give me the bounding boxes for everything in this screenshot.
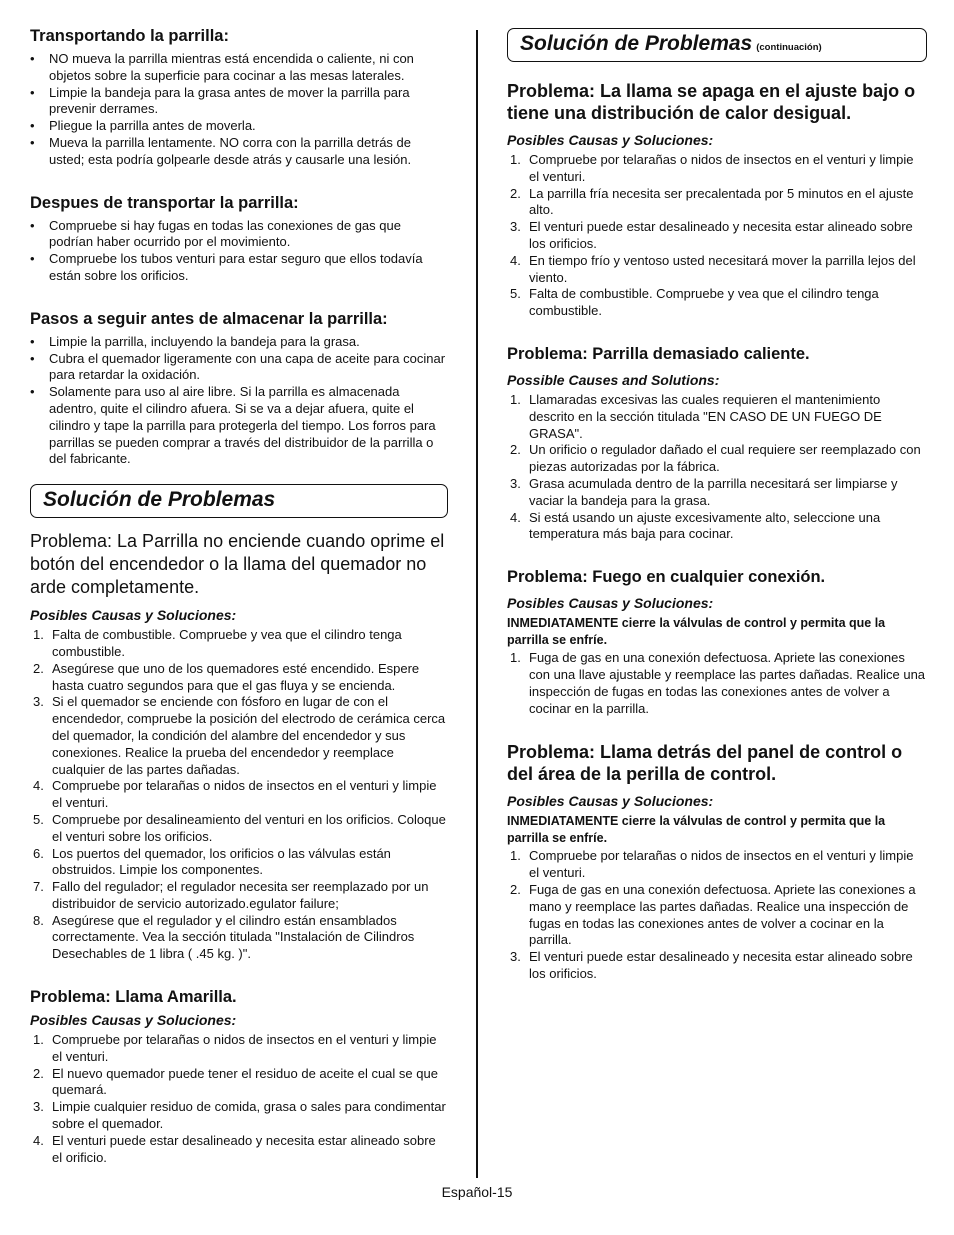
list-item (30, 879, 448, 913)
troubleshooting-title: Solución de Problemas (43, 488, 276, 512)
item-number: 1. (510, 848, 521, 864)
list-item (507, 152, 927, 186)
problem-yellow-flame-list (30, 1032, 448, 1166)
troubleshooting-continued-box (507, 28, 927, 62)
item-text: Asegúrese que uno de los quemadores esté encendido. Espere hasta cuatro segundos para que el gas fluya y se encienda. (52, 660, 420, 693)
item-text: Grasa acumulada dentro de la parrilla necesitará ser limpiarse y vaciar la bandeja para la grasa. (529, 475, 898, 508)
problem-connection-fire-note: INMEDIATAMENTE cierre la válvulas de control y permita que la parrilla se enfríe. (507, 616, 886, 648)
list-item (507, 286, 927, 320)
problem-connection-fire-title: Problema: Fuego en cualquier conexión. (507, 568, 826, 587)
item-number: 3. (510, 219, 521, 235)
list-item: • Cubra el quemador ligeramente con una capa de aceite para cocinar para retardar la oxidación. (30, 351, 448, 385)
list-item (507, 510, 927, 544)
problem-connection-fire-causes-label: Posibles Causas y Soluciones: (507, 595, 714, 612)
list-item (507, 219, 927, 253)
troubleshooting-continued-title: Solución de Problemas (520, 32, 753, 55)
list-item (30, 778, 448, 812)
item-number: 2. (510, 881, 521, 897)
list-item: • Compruebe si hay fugas en todas las conexiones de gas que podrían haber ocurrido por el movimiento. (30, 218, 448, 252)
item-text: Compruebe por telarañas o nidos de insectos en el venturi y limpie el venturi. (529, 848, 914, 881)
item-number: 1. (33, 627, 44, 643)
item-text: Los puertos del quemador, los orificios o las válvulas están obstruidos. Limpie los componentes. (52, 845, 391, 878)
list-item (507, 650, 927, 717)
column-divider (476, 30, 478, 1178)
problem-panel-fire-causes-label: Posibles Causas y Soluciones: (507, 793, 714, 810)
item-text: Fuga de gas en una conexión defectuosa. Apriete las conexiones con una llave ajustable y reemplace las partes dañadas. Realice una inspección de fugas en todas las conexiones antes de volver a cocinar en la parrilla. (529, 650, 926, 716)
item-number: 1. (510, 152, 521, 167)
item-text: En tiempo frío y ventoso usted necesitará mover la parrilla lejos del viento. (529, 252, 916, 285)
item-number: 6. (33, 845, 44, 861)
list-item: • Mueva la parrilla lentamente. NO corra con la parrilla detrás de usted; esta podría golpearle desde atrás y causarle una lesión. (30, 135, 448, 169)
list-item: • Compruebe los tubos venturi para estar seguro que ellos todavía están sobre los orificios. (30, 251, 448, 285)
problem-flame-out-causes-label: Posibles Causas y Soluciones: (507, 132, 714, 148)
item-number: 4. (510, 252, 521, 268)
list-item (30, 661, 448, 695)
item-number: 7. (33, 879, 44, 895)
list-item (30, 1066, 448, 1100)
problem-flame-out-list (507, 152, 927, 320)
list-item (507, 253, 927, 287)
storage-heading: Pasos a seguir antes de almacenar la parrilla: (30, 309, 388, 328)
problem-too-hot-title: Problema: Parrilla demasiado caliente. (507, 344, 810, 363)
list-item (30, 846, 448, 880)
storage-list (30, 334, 448, 468)
item-number: 2. (33, 660, 44, 676)
left-column (30, 26, 448, 1166)
list-item (30, 1032, 448, 1066)
item-number: 3. (510, 949, 521, 965)
problem-panel-fire-note: INMEDIATAMENTE cierre la válvulas de control y permita que la parrilla se enfríe. (507, 814, 886, 846)
item-text: Compruebe por desalineamiento del venturi en los orificios. Coloque el venturi sobre los orificios. (52, 811, 446, 844)
item-text: El venturi puede estar desalineado y necesita estar alineado sobre los orificios. (529, 219, 913, 251)
item-text: Falta de combustible. Compruebe y vea que el cilindro tenga combustible. (52, 627, 402, 659)
list-item: • NO mueva la parrilla mientras está encendida o caliente, ni con objetos sobre la superficie para cocinar a las mesas laterales. (30, 51, 448, 85)
page-number: Español-15 (441, 1184, 513, 1200)
item-text: Si está usando un ajuste excesivamente alto, seleccione una temperatura más baja para cocinar. (529, 509, 881, 542)
list-item (30, 1133, 448, 1167)
list-item: • Limpie la parrilla, incluyendo la bandeja para la grasa. (30, 334, 448, 351)
after-transport-list (30, 218, 448, 285)
item-text: Limpie cualquier residuo de comida, grasa o sales para condimentar sobre el quemador. (52, 1099, 446, 1132)
item-number: 4. (33, 778, 44, 794)
problem-too-hot-list (507, 392, 927, 543)
list-item (30, 913, 448, 963)
item-number: 3. (33, 1099, 44, 1115)
transport-list (30, 51, 448, 169)
item-number: 1. (510, 650, 521, 666)
item-text: Fuga de gas en una conexión defectuosa. Apriete las conexiones a mano y reemplace las partes dañadas. Realice una inspección de fugas en todas las conexiones antes de volver a cocinar en la parrilla. (529, 881, 916, 948)
list-item (507, 186, 927, 220)
item-number: 2. (510, 442, 521, 458)
problem-no-ignition-list (30, 627, 448, 963)
list-item (507, 949, 927, 983)
item-text: La parrilla fría necesita ser precalentada por 5 minutos en el ajuste alto. (529, 185, 914, 218)
item-number: 4. (510, 509, 521, 525)
item-text: El nuevo quemador puede tener el residuo de aceite el cual se que quemará. (52, 1065, 438, 1098)
item-number: 3. (33, 694, 44, 710)
item-text: Falta de combustible. Compruebe y vea que el cilindro tenga combustible. (529, 286, 879, 319)
item-number: 1. (33, 1032, 44, 1048)
transport-heading: Transportando la parrilla: (30, 27, 229, 45)
item-number: 2. (33, 1065, 44, 1081)
problem-too-hot-causes-label: Possible Causes and Solutions: (507, 371, 720, 388)
problem-no-ignition-causes-label: Posibles Causas y Soluciones: (30, 607, 237, 624)
item-text: Asegúrese que el regulador y el cilindro están ensamblados correctamente. Vea la sección titulada "Instalación de Cilindros Desechables de 1 libra ( .45 kg. )". (52, 912, 415, 962)
item-text: Un orificio o regulador dañado el cual requiere ser reemplazado con piezas autorizadas por la fábrica. (529, 442, 921, 475)
item-text: Fallo del regulador; el regulador necesita ser reemplazado por un distribuidor de servicio autorizado.egulator failure; (52, 879, 429, 911)
continued-label: (continuación) (756, 42, 822, 53)
item-number: 2. (510, 185, 521, 201)
item-text: Compruebe por telarañas o nidos de insectos en el venturi y limpie el venturi. (52, 1032, 437, 1064)
item-number: 4. (33, 1132, 44, 1148)
item-number: 5. (33, 811, 44, 827)
item-text: El venturi puede estar desalineado y necesita estar alineado sobre los orificios. (529, 949, 913, 981)
troubleshooting-section-box (30, 484, 448, 518)
list-item: • Pliegue la parrilla antes de moverla. (30, 118, 448, 135)
list-item (30, 812, 448, 846)
list-item (507, 848, 927, 882)
item-text: Compruebe por telarañas o nidos de insectos en el venturi y limpie el venturi. (52, 778, 437, 811)
list-item (30, 627, 448, 661)
item-number: 3. (510, 475, 521, 491)
after-transport-heading: Despues de transportar la parrilla: (30, 193, 299, 212)
problem-yellow-flame-title: Problema: Llama Amarilla. (30, 988, 237, 1007)
item-number: 8. (33, 912, 44, 928)
problem-flame-out-title: Problema: La llama se apaga en el ajuste bajo o tiene una distribución de calor desigual. (507, 81, 916, 123)
list-item (30, 694, 448, 778)
problem-panel-fire-list (507, 848, 927, 982)
list-item (507, 882, 927, 949)
item-number: 5. (510, 286, 521, 302)
problem-no-ignition-title: Problema: La Parrilla no enciende cuando oprime el botón del encendedor o la llama del quemador no arde completamente. (30, 531, 445, 598)
list-item: • Limpie la bandeja para la grasa antes de mover la parrilla para prevenir derrames. (30, 85, 448, 119)
problem-yellow-flame-causes-label: Posibles Causas y Soluciones: (30, 1012, 237, 1029)
list-item (30, 1099, 448, 1133)
list-item: • Solamente para uso al aire libre. Si la parrilla es almacenada adentro, quite el cilindro afuera. Si se va a dejar afuera, quite el cilindro y tape la parrilla para protegerla del tiempo. Los forros para parrillas se pueden comprar a través del distribuidor de la parrilla o del fabricante. (30, 384, 448, 468)
problem-panel-fire-title: Problema: Llama detrás del panel de control o del área de la perilla de control. (507, 742, 903, 785)
list-item (507, 442, 927, 476)
item-text: El venturi puede estar desalineado y necesita estar alineado sobre el orificio. (52, 1132, 436, 1165)
item-text: Llamaradas excesivas las cuales requieren el mantenimiento descrito en la sección titulada "EN CASO DE UN FUEGO DE GRASA". (529, 391, 882, 441)
list-item (507, 392, 927, 442)
problem-connection-fire-list (507, 650, 927, 717)
item-number: 1. (510, 391, 521, 407)
item-text: Si el quemador se enciende con fósforo en lugar de con el encendedor, compruebe la posición del electrodo de cerámica cerca del quemador, la condición del alambre del encendedor y sus conexiones. Realice la prueba del encendedor y reemplace cualquier de las partes dañadas. (52, 694, 446, 777)
list-item (507, 476, 927, 510)
right-column (507, 28, 927, 983)
item-text: Compruebe por telarañas o nidos de insectos en el venturi y limpie el venturi. (529, 152, 914, 184)
